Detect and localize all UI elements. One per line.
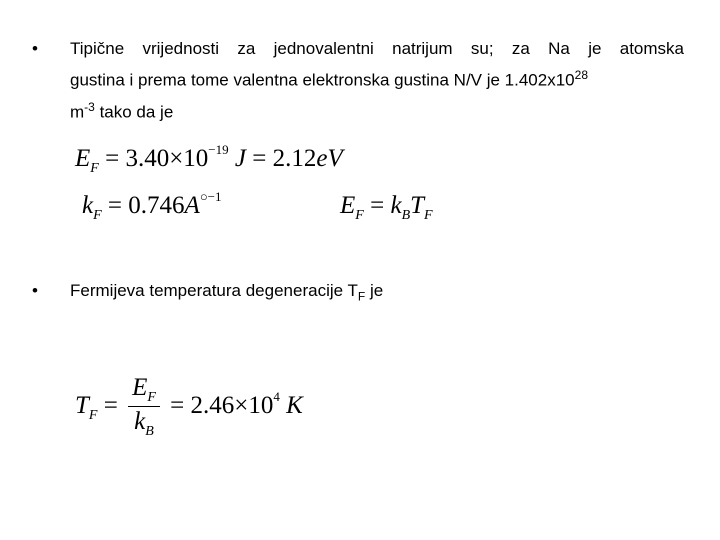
text-line [70,36,684,62]
subscript: B [401,208,411,223]
subscript: F [355,208,364,223]
equation-fermi-wavevector [82,189,222,223]
text-line: je [365,281,384,300]
text-line-2: gustina i prema tome valentna elektronska gustina N/V je 1.402x10 [70,70,575,90]
subscript: F [147,390,156,405]
bullet-text [70,36,684,125]
equation-text: = 2.46×10 [163,392,274,420]
equation-text: = [97,392,125,420]
text-line [70,94,684,126]
subscript: F [93,208,102,223]
equation-fermi-temperature [75,374,303,441]
fraction-denominator [128,407,160,441]
symbol: T [410,192,425,219]
symbol: T [75,392,89,420]
text-line: Fermijeva temperatura degeneracije T [70,281,358,300]
exponent: −19 [208,142,229,157]
unit: K [279,392,303,420]
fraction-numerator [128,374,160,407]
text-line-1: Tipične vrijednosti za jednovalentni natrijum su; za Na je atomska [70,39,684,58]
subscript: F [90,161,99,176]
fraction [128,374,160,441]
subscript: B [145,424,154,439]
superscript: -3 [84,99,95,114]
symbol: k [82,192,94,219]
symbol: k [390,192,402,219]
unit: J [228,145,246,172]
exponent: ○−1 [199,189,222,204]
exponent: 4 [273,389,280,405]
symbol: k [134,408,146,435]
symbol: E [75,145,91,172]
text-line-3: tako da je [94,102,174,122]
equation-text: = 0.746 [101,192,185,219]
equation-text: = 3.40×10 [98,145,209,172]
symbol: E [340,192,356,219]
unit: eV [316,145,343,172]
equation-text: = 2.12 [246,145,317,172]
unit: A [184,192,200,219]
symbol: E [132,374,148,401]
equation-fermi-energy [75,142,343,176]
bullet-marker: • [32,39,38,58]
unit-text: m [70,102,85,122]
equation-text: = [363,192,391,219]
text-line [70,62,684,94]
subscript: F [424,208,433,223]
bullet-marker: • [32,281,38,300]
subscript: F [357,289,366,304]
bullet-text [70,278,383,309]
superscript: 28 [574,68,588,82]
subscript: F [88,408,98,424]
equation-fermi-relation [340,192,433,223]
